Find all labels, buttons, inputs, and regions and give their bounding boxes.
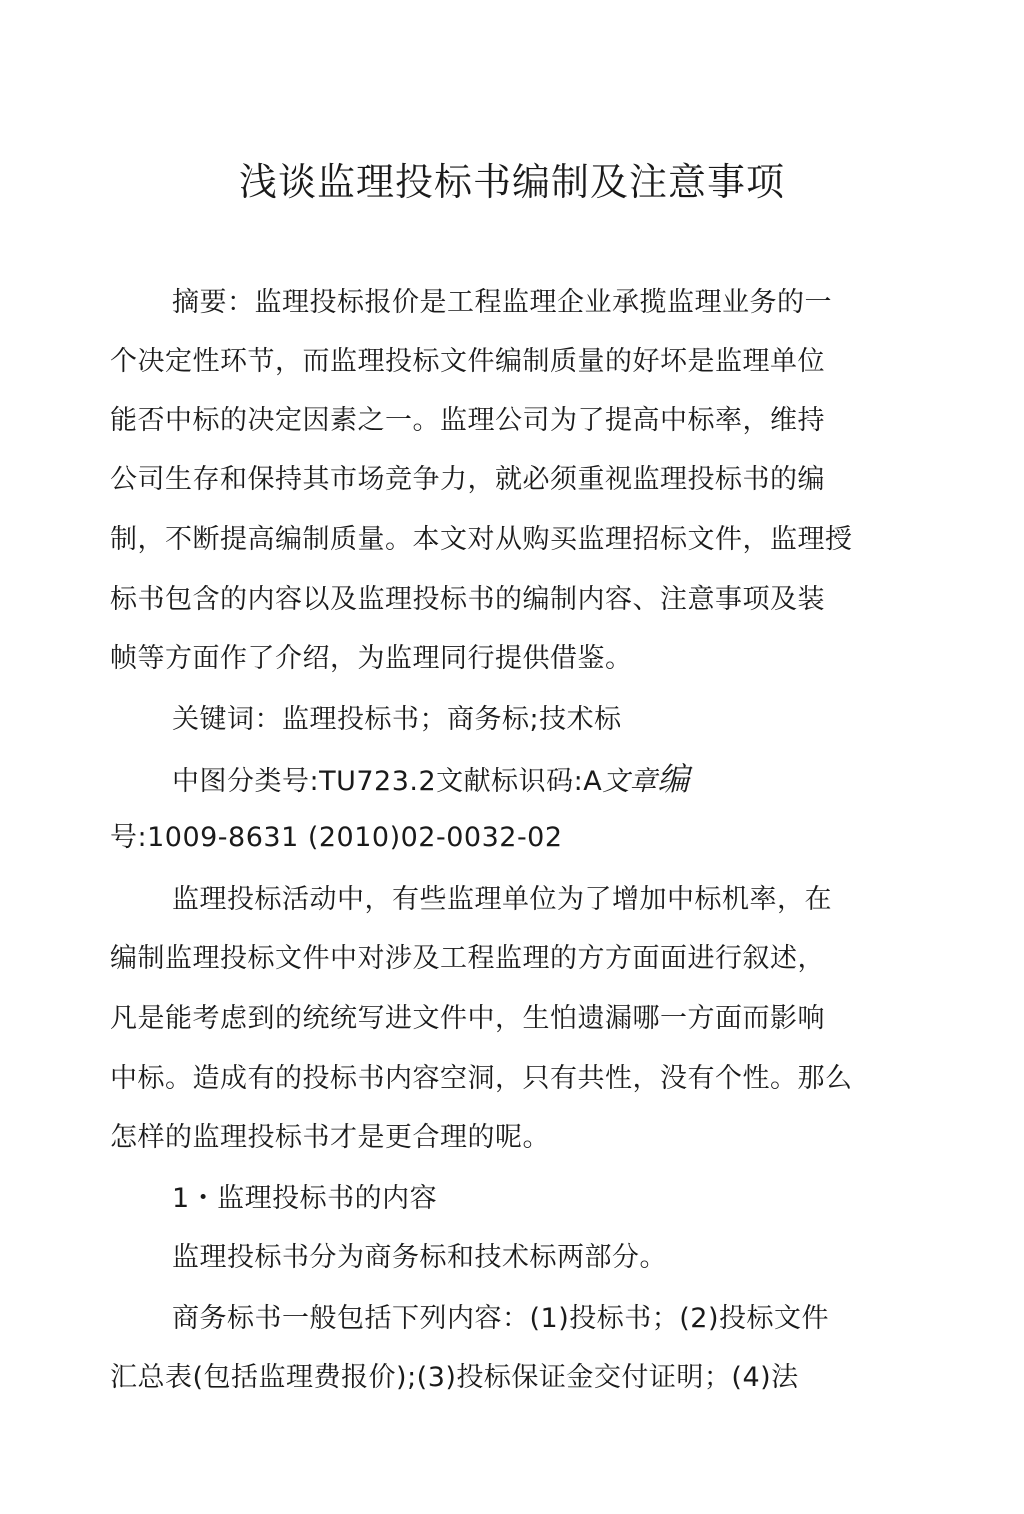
abstract-line: 制，不断提高编制质量。本文对从购买监理招标文件，监理授 xyxy=(110,524,853,555)
body-line: 凡是能考虑到的统统写进文件中，生怕遗漏哪一方面而影响 xyxy=(110,1003,825,1034)
body-line: 怎样的监理投标书才是更合理的呢。 xyxy=(110,1122,550,1153)
body-line: 商务标书一般包括下列内容：(1)投标书；(2)投标文件 xyxy=(172,1303,829,1334)
section-heading: 1・监理投标书的内容 xyxy=(172,1183,438,1214)
abstract-line: 摘要：监理投标报价是工程监理企业承揽监理业务的一 xyxy=(172,287,832,318)
abstract-line: 标书包含的内容以及监理投标书的编制内容、注意事项及装 xyxy=(110,584,825,615)
abstract-line: 个决定性环节，而监理投标文件编制质量的好坏是监理单位 xyxy=(110,346,825,377)
body-line: 中标。造成有的投标书内容空洞，只有共性，没有个性。那么 xyxy=(110,1063,853,1094)
abstract-line: 公司生存和保持其市场竞争力，就必须重视监理投标书的编 xyxy=(110,464,825,495)
abstract-line: 能否中标的决定因素之一。监理公司为了提高中标率，维持 xyxy=(110,405,825,436)
body-line: 汇总表(包括监理费报价);(3)投标保证金交付证明；(4)法 xyxy=(110,1362,799,1393)
abstract-line: 帧等方面作了介绍，为监理同行提供借鉴。 xyxy=(110,643,633,674)
keywords-line: 关键词：监理投标书；商务标;技术标 xyxy=(172,704,622,735)
classification-big-text: 编 xyxy=(657,760,690,798)
body-line: 监理投标活动中，有些监理单位为了增加中标机率，在 xyxy=(172,884,832,915)
classification-line xyxy=(172,759,690,802)
body-line: 编制监理投标文件中对涉及工程监理的方方面面进行叙述， xyxy=(110,943,825,974)
classification-italic-text: 文章 xyxy=(602,766,658,797)
classification-line-2: 号:1009-8631 (2010)02-0032-02 xyxy=(110,822,563,853)
document-title: 浅谈监理投标书编制及注意事项 xyxy=(238,160,785,204)
classification-text: 中图分类号:TU723.2文献标识码:A xyxy=(172,766,603,797)
section-intro: 监理投标书分为商务标和技术标两部分。 xyxy=(172,1242,667,1273)
